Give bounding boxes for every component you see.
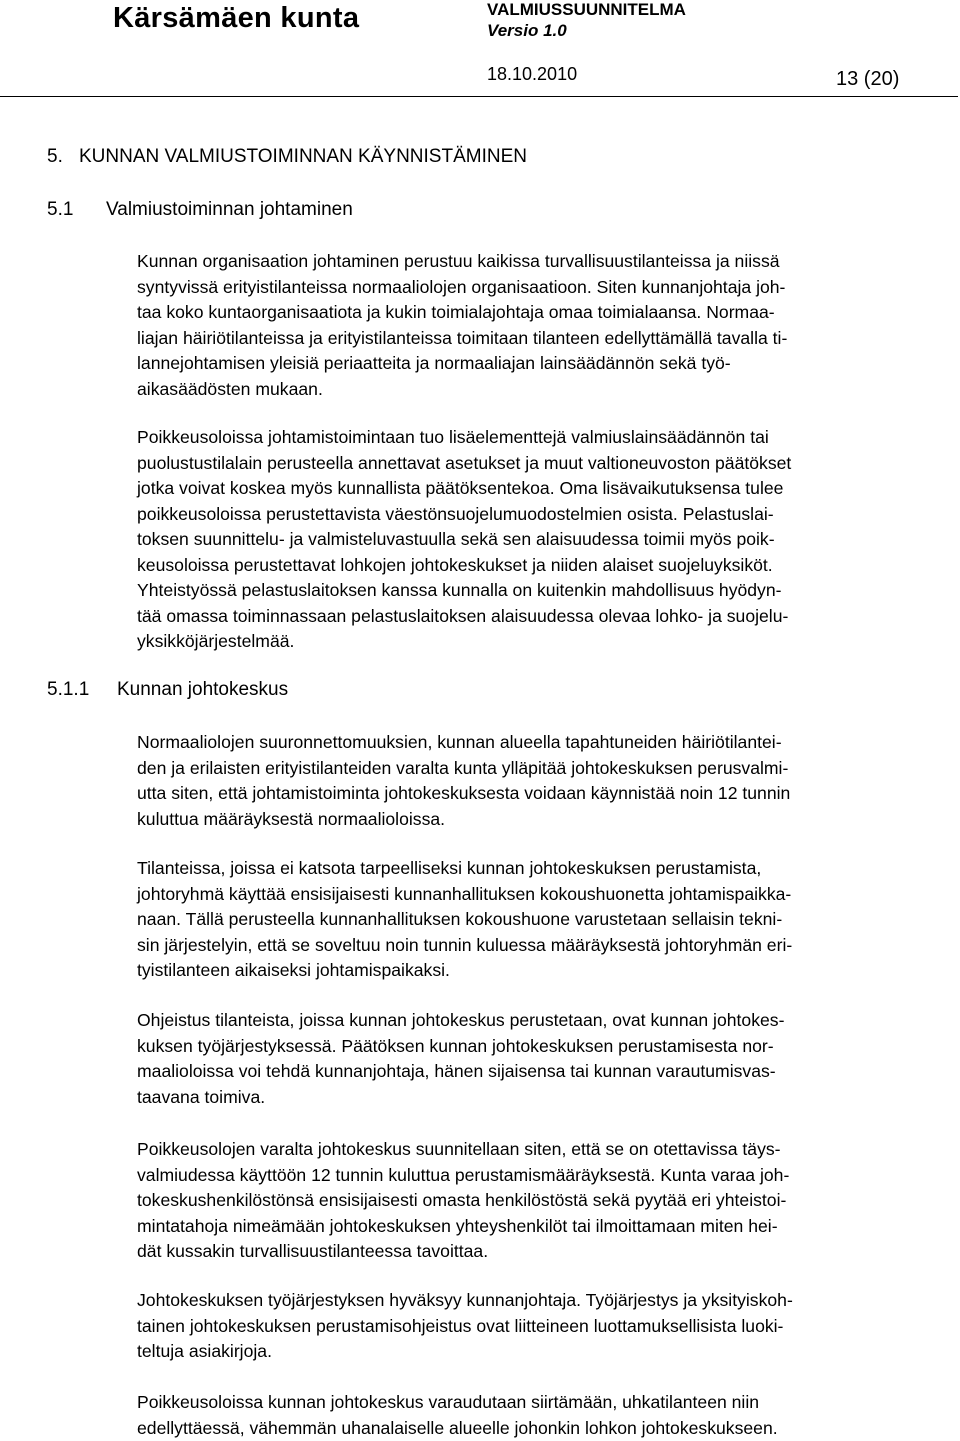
header-divider (0, 96, 958, 97)
text-line: Kunnan organisaation johtaminen perustuu kaikissa turvallisuustilanteissa ja niissä (137, 249, 942, 275)
text-line: sin järjestelyin, että se soveltuu noin tunnin kuluessa määräyksestä johtoryhmän eri- (137, 933, 942, 959)
text-line: johtoryhmä käyttää ensisijaisesti kunnanhallituksen kokoushuonetta johtamispaikka- (137, 882, 942, 908)
text-line: aikasäädösten mukaan. (137, 377, 942, 403)
text-line: teltuja asiakirjoja. (137, 1339, 942, 1365)
document-date: 18.10.2010 (487, 64, 577, 85)
text-line: maalioloissa voi tehdä kunnanjohtaja, hänen sijaisensa tai kunnan varautumisvas- (137, 1059, 942, 1085)
section-number: 5.1 (47, 199, 106, 221)
text-line: tyistilanteen aikaiseksi johtamispaikaksi. (137, 958, 942, 984)
text-line: Tilanteissa, joissa ei katsota tarpeelliseksi kunnan johtokeskuksen perustamista, (137, 856, 942, 882)
text-line: liajan häiriötilanteissa ja erityistilanteissa toimitaan tilanteen edellyttämällä tavalla ti- (137, 326, 942, 352)
text-line: Poikkeusolojen varalta johtokeskus suunnitellaan siten, että se on otettavissa täys- (137, 1137, 942, 1163)
section-title: KUNNAN VALMIUSTOIMINNAN KÄYNNISTÄMINEN (79, 146, 527, 167)
text-line: toksen suunnittelu- ja valmisteluvastuulla sekä sen alaisuudessa toimii myös poik- (137, 527, 942, 553)
paragraph (137, 249, 942, 402)
organization-name: Kärsämäen kunta (113, 2, 359, 35)
text-line: tokeskushenkilöstönsä ensisijaisesti omasta henkilöstöstä sekä pyytää eri yhteistoi- (137, 1188, 942, 1214)
document-version: Versio 1.0 (487, 21, 567, 41)
section-heading-5-1 (47, 199, 353, 221)
text-line: Johtokeskuksen työjärjestyksen hyväksyy kunnanjohtaja. Työjärjestys ja yksityiskoh- (137, 1288, 942, 1314)
section-heading-5-1-1 (47, 679, 288, 701)
paragraph (137, 1008, 942, 1110)
text-line: edellyttäessä, vähemmän uhanalaiselle alueelle johonkin lohkon johtokeskukseen. (137, 1416, 942, 1441)
text-line: valmiudessa käyttöön 12 tunnin kuluttua perustamismääräyksestä. Kunta varaa joh- (137, 1163, 942, 1189)
text-line: Normaaliolojen suuronnettomuuksien, kunnan alueella tapahtuneiden häiriötilantei- (137, 730, 942, 756)
text-line: syntyvissä erityistilanteissa normaaliolojen organisaatioon. Siten kunnanjohtaja joh- (137, 275, 942, 301)
text-line: taavana toimiva. (137, 1085, 942, 1111)
text-line: poikkeusoloissa perustettavista väestönsuojelumuodostelmien osista. Pelastuslai- (137, 502, 942, 528)
section-number: 5.1.1 (47, 679, 117, 701)
text-line: dät kussakin turvallisuustilanteessa tavoittaa. (137, 1239, 942, 1265)
paragraph (137, 425, 942, 655)
text-line: Poikkeusoloissa kunnan johtokeskus varaudutaan siirtämään, uhkatilanteen niin (137, 1390, 942, 1416)
text-line: lannejohtamisen yleisiä periaatteita ja normaaliajan lainsäädännön sekä työ- (137, 351, 942, 377)
section-title: Kunnan johtokeskus (117, 679, 288, 700)
text-line: utta siten, että johtamistoiminta johtokeskuksesta voidaan käynnistää noin 12 tunnin (137, 781, 942, 807)
text-line: yksikköjärjestelmää. (137, 629, 942, 655)
text-line: jotka voivat koskea myös kunnallista päätöksentekoa. Oma lisävaikutuksensa tulee (137, 476, 942, 502)
text-line: taa koko kuntaorganisaatiota ja kukin toimialajohtaja omaa toimialaansa. Normaa- (137, 300, 942, 326)
text-line: puolustustilalain perusteella annettavat asetukset ja muut valtioneuvoston päätökset (137, 451, 942, 477)
section-number: 5. (47, 146, 79, 168)
text-line: den ja erilaisten erityistilanteiden varalta kunta ylläpitää johtokeskuksen perusvalmi- (137, 756, 942, 782)
text-line: Ohjeistus tilanteista, joissa kunnan johtokeskus perustetaan, ovat kunnan johtokes- (137, 1008, 942, 1034)
text-line: kuluttua määräyksestä normaalioloissa. (137, 807, 942, 833)
text-line: kuksen työjärjestyksessä. Päätöksen kunnan johtokeskuksen perustamisesta nor- (137, 1034, 942, 1060)
paragraph (137, 856, 942, 984)
paragraph (137, 730, 942, 832)
text-line: keusoloissa perustettavat lohkojen johtokeskukset ja niiden alaiset suojeluyksiköt. (137, 553, 942, 579)
text-line: tainen johtokeskuksen perustamisohjeistus ovat liitteineen luottamuksellisista luoki- (137, 1314, 942, 1340)
page-number: 13 (20) (836, 68, 899, 91)
text-line: Yhteistyössä pelastuslaitoksen kanssa kunnalla on kuitenkin mahdollisuus hyödyn- (137, 578, 942, 604)
paragraph (137, 1288, 942, 1365)
paragraph (137, 1137, 942, 1265)
text-line: Poikkeusoloissa johtamistoimintaan tuo lisäelementtejä valmiuslainsäädännön tai (137, 425, 942, 451)
text-line: mintatahoja nimeämään johtokeskuksen yhteyshenkilöt tai ilmoittamaan miten hei- (137, 1214, 942, 1240)
text-line: tää omassa toiminnassaan pelastuslaitoksen alaisuudessa olevaa lohko- ja suojelu- (137, 604, 942, 630)
text-line: naan. Tällä perusteella kunnanhallituksen kokoushuone varustetaan sellaisin tekni- (137, 907, 942, 933)
section-title: Valmiustoiminnan johtaminen (106, 199, 353, 220)
paragraph (137, 1390, 942, 1441)
document-title: VALMIUSSUUNNITELMA (487, 0, 686, 20)
section-heading-5 (47, 146, 527, 168)
